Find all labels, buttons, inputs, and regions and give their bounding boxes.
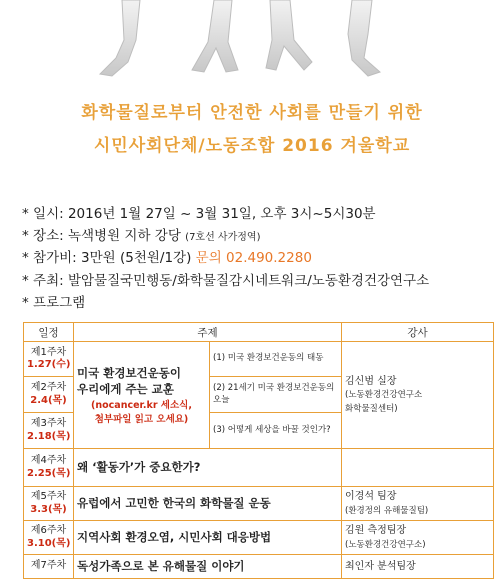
info-date: * 일시: 2016년 1월 27일 ~ 3월 31일, 오후 3시~5시30분	[22, 206, 376, 222]
week-label: 제5주차	[30, 491, 67, 502]
week-label: 제6주차	[30, 525, 67, 536]
topic-7: 독성가족으로 본 유해물질 이야기	[74, 555, 342, 579]
info-program: * 프로그램	[22, 295, 86, 311]
lecturer-6-name: 김원 측정팀장	[345, 525, 407, 536]
subtopic-2: (2) 21세기 미국 환경보건운동의 오늘	[210, 377, 342, 413]
week-date: 1.27(수)	[27, 359, 71, 370]
topic-4: 왜 ‘활동가’가 중요한가?	[74, 449, 342, 487]
info-place-note: (7호선 사가정역)	[185, 232, 261, 243]
info-fee-text: * 참가비: 3만원 (5천원/1강)	[22, 250, 192, 266]
lecturer-5	[342, 487, 494, 521]
group-lecturer-cell	[342, 342, 494, 449]
group-lecturer-org-2: 화학물질센터)	[345, 403, 398, 414]
figure-1	[100, 0, 140, 76]
group-topic-cell	[74, 342, 210, 449]
lecturer-4	[342, 449, 494, 487]
week-cell	[24, 521, 74, 555]
table-row	[24, 487, 494, 521]
group-topic-note-2: 첨부파일 읽고 오세요)	[94, 414, 189, 426]
group-lecturer-name: 김신범 실장	[345, 375, 397, 387]
week-date: 3.10(목)	[27, 537, 71, 549]
subtopic-1: (1) 미국 환경보건운동의 태동	[210, 342, 342, 377]
group-topic-note-1: (nocancer.kr 세소식,	[91, 400, 192, 412]
group-topic-line-1: 미국 환경보건운동이	[77, 365, 181, 380]
table-header-row	[24, 323, 494, 342]
lecturer-7-name: 최인자 분석팀장	[345, 560, 416, 572]
header-lecturer: 강사	[342, 323, 494, 342]
week-date: 2.18(목)	[27, 430, 71, 442]
week-label: 제2주차	[30, 382, 67, 393]
lecturer-5-name: 이경석 팀장	[345, 491, 397, 502]
figure-3	[266, 0, 312, 70]
info-host: * 주최: 발암물질국민행동/화학물질감시네트워크/노동환경건강연구소	[22, 273, 430, 289]
info-contact: 문의 02.490.2280	[195, 250, 312, 266]
week-cell	[24, 555, 74, 579]
info-fee	[22, 246, 312, 266]
table-row	[24, 555, 494, 579]
week-cell	[24, 342, 74, 377]
subtopic-3: (3) 어떻게 세상을 바꿀 것인가?	[210, 413, 342, 449]
week-cell	[24, 449, 74, 487]
week-date: 2.25(목)	[27, 467, 71, 479]
table-row	[24, 449, 494, 487]
week-cell	[24, 377, 74, 413]
title-line-2: 시민사회단체/노동조합 2016 겨울학교	[93, 136, 411, 156]
table-row	[24, 521, 494, 555]
group-topic-line-2: 우리에게 주는 교훈	[77, 382, 174, 396]
lecturer-7	[342, 555, 494, 579]
info-place	[22, 224, 260, 244]
group-lecturer-org-1: (노동환경건강연구소	[345, 390, 423, 401]
week-date: 2.4(목)	[30, 394, 67, 406]
week-label: 제1주차	[30, 346, 67, 358]
header-topic: 주제	[74, 323, 342, 342]
lecturer-6	[342, 521, 494, 555]
week-label: 제7주차	[30, 560, 67, 572]
info-place-text: * 장소: 녹색병원 지하 강당	[22, 228, 181, 244]
figure-2	[192, 0, 238, 72]
week-label: 제3주차	[30, 418, 67, 429]
lecturer-6-org: (노동환경건강연구소)	[345, 539, 426, 550]
hero-figures-image	[0, 0, 504, 80]
week-label: 제4주차	[30, 455, 67, 466]
figure-4	[348, 0, 380, 76]
header-schedule: 일정	[24, 323, 74, 342]
week-cell	[24, 413, 74, 449]
lecturer-5-org: (환경정의 유해물질팀)	[345, 505, 429, 516]
week-date: 3.3(목)	[30, 503, 67, 515]
program-table	[23, 322, 494, 579]
title-line-1: 화학물질로부터 안전한 사회를 만들기 위한	[81, 103, 423, 123]
week-cell	[24, 487, 74, 521]
table-row	[24, 342, 494, 377]
topic-5: 유럽에서 고민한 한국의 화학물질 운동	[74, 487, 342, 521]
topic-6: 지역사회 환경오염, 시민사회 대응방법	[74, 521, 342, 555]
